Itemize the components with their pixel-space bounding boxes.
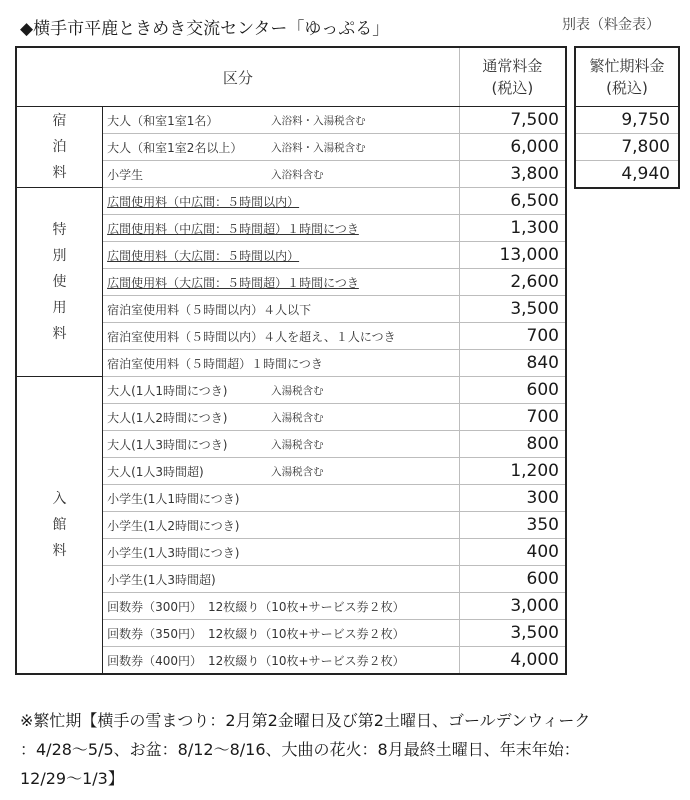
category-char: 館 <box>52 517 67 533</box>
fee-table <box>15 46 567 675</box>
normal-price: 300 <box>459 485 566 512</box>
fee-description <box>103 296 460 323</box>
normal-price: 1,200 <box>459 458 566 485</box>
category-header: 区分 <box>16 47 459 107</box>
fee-description <box>103 566 460 593</box>
fee-note: 入湯税含む <box>271 412 324 424</box>
fee-label: 大人（和室1室1名） <box>107 113 219 128</box>
fee-label: 広間使用料（大広間：５時間超）１時間につき <box>107 275 359 290</box>
peak-fee-table <box>574 46 680 189</box>
normal-price: 2,600 <box>459 269 566 296</box>
normal-price-header-line2: (税込) <box>491 79 534 97</box>
peak-price-header <box>575 47 679 107</box>
fee-label: 宿泊室使用料（５時間超）１時間につき <box>107 356 323 371</box>
fee-note: 入浴料・入湯税含む <box>271 142 366 154</box>
category-char: 特 <box>52 222 67 238</box>
footnote-line-2: ：4/28～5/5、お盆：8/12～8/16、大曲の花火：8月最終土曜日、年末年始： <box>20 740 580 759</box>
category-char: 入 <box>52 491 67 507</box>
fee-description <box>103 134 460 161</box>
fee-description <box>103 458 460 485</box>
fee-description <box>103 188 460 215</box>
fee-label: 宿泊室使用料（５時間以内）４人以下 <box>107 302 312 317</box>
fee-label: 宿泊室使用料（５時間以内）４人を超え、１人につき <box>107 329 396 344</box>
normal-price-header <box>459 47 566 107</box>
table-header-row <box>16 47 566 107</box>
normal-price: 4,000 <box>459 647 566 675</box>
fee-description <box>103 593 460 620</box>
fee-description <box>103 350 460 377</box>
fee-label: 回数券（300円） 12枚綴り（10枚+サービス券２枚） <box>107 599 405 614</box>
fee-description <box>103 431 460 458</box>
fee-label: 小学生(1人2時間につき) <box>107 518 240 533</box>
fee-description <box>103 215 460 242</box>
fee-label: 小学生(1人1時間につき) <box>107 491 240 506</box>
appendix-label: 別表（料金表） <box>562 17 660 33</box>
fee-description <box>103 539 460 566</box>
category-char: 泊 <box>52 139 67 155</box>
peak-row <box>575 107 679 134</box>
peak-price-header-line1: 繁忙期料金 <box>589 57 665 75</box>
fee-label: 小学生(1人3時間につき) <box>107 545 240 560</box>
fee-label: 大人(1人2時間につき) <box>107 410 228 425</box>
fee-description <box>103 161 460 188</box>
peak-price: 4,940 <box>575 161 679 189</box>
fee-description <box>103 512 460 539</box>
fee-note: 入浴料含む <box>271 169 324 181</box>
fee-note: 入浴料・入湯税含む <box>271 115 366 127</box>
normal-price: 6,000 <box>459 134 566 161</box>
fee-label: 大人(1人1時間につき) <box>107 383 228 398</box>
normal-price: 13,000 <box>459 242 566 269</box>
normal-price: 700 <box>459 404 566 431</box>
category-char: 使 <box>52 274 67 290</box>
category-char: 用 <box>52 300 67 316</box>
normal-price: 350 <box>459 512 566 539</box>
fee-description <box>103 107 460 134</box>
table-row <box>16 107 566 134</box>
peak-price-header-line2: (税込) <box>606 79 648 97</box>
page-title: ◆横手市平鹿ときめき交流センター「ゆっぷる」 <box>20 19 390 39</box>
fee-label: 小学生 <box>107 167 144 182</box>
category-cell <box>16 377 103 675</box>
fee-description <box>103 377 460 404</box>
fee-description <box>103 647 460 675</box>
peak-season-footnote <box>20 706 680 793</box>
normal-price: 600 <box>459 377 566 404</box>
peak-header-row <box>575 47 679 107</box>
footnote-line-3: 12/29～1/3】 <box>20 769 124 788</box>
fee-label: 大人(1人3時間につき) <box>107 437 228 452</box>
peak-row <box>575 161 679 189</box>
peak-price: 7,800 <box>575 134 679 161</box>
normal-price: 840 <box>459 350 566 377</box>
fee-note: 入湯税含む <box>271 385 324 397</box>
fee-label: 広間使用料（中広間：５時間以内） <box>107 194 300 209</box>
normal-price: 600 <box>459 566 566 593</box>
normal-price: 6,500 <box>459 188 566 215</box>
normal-price-header-line1: 通常料金 <box>482 57 543 75</box>
normal-price: 400 <box>459 539 566 566</box>
peak-price: 9,750 <box>575 107 679 134</box>
fee-label: 回数券（350円） 12枚綴り（10枚+サービス券２枚） <box>107 626 405 641</box>
footnote-line-1: ※繁忙期【横手の雪まつり：2月第2金曜日及び第2土曜日、ゴールデンウィーク <box>20 711 591 730</box>
normal-price: 7,500 <box>459 107 566 134</box>
category-char: 宿 <box>52 113 67 129</box>
fee-label: 大人(1人3時間超) <box>107 464 204 479</box>
normal-price: 800 <box>459 431 566 458</box>
category-char: 別 <box>52 248 67 264</box>
normal-price: 1,300 <box>459 215 566 242</box>
normal-price: 3,800 <box>459 161 566 188</box>
fee-label: 小学生(1人3時間超) <box>107 572 216 587</box>
fee-description <box>103 242 460 269</box>
table-row <box>16 188 566 215</box>
fee-label: 広間使用料（中広間：５時間超）１時間につき <box>107 221 359 236</box>
normal-price: 700 <box>459 323 566 350</box>
category-char: 料 <box>52 165 67 181</box>
category-cell <box>16 188 103 377</box>
fee-description <box>103 485 460 512</box>
category-char: 料 <box>52 543 67 559</box>
fee-label: 広間使用料（大広間：５時間以内） <box>107 248 300 263</box>
fee-note: 入湯税含む <box>271 466 324 478</box>
fee-description <box>103 620 460 647</box>
normal-price: 3,500 <box>459 620 566 647</box>
category-cell <box>16 107 103 188</box>
normal-price: 3,000 <box>459 593 566 620</box>
normal-price: 3,500 <box>459 296 566 323</box>
fee-description <box>103 404 460 431</box>
fee-description <box>103 323 460 350</box>
fee-label: 回数券（400円） 12枚綴り（10枚+サービス券２枚） <box>107 653 405 668</box>
table-row <box>16 377 566 404</box>
fee-note: 入湯税含む <box>271 439 324 451</box>
fee-description <box>103 269 460 296</box>
peak-row <box>575 134 679 161</box>
fee-label: 大人（和室1室2名以上） <box>107 140 243 155</box>
category-char: 料 <box>52 326 67 342</box>
